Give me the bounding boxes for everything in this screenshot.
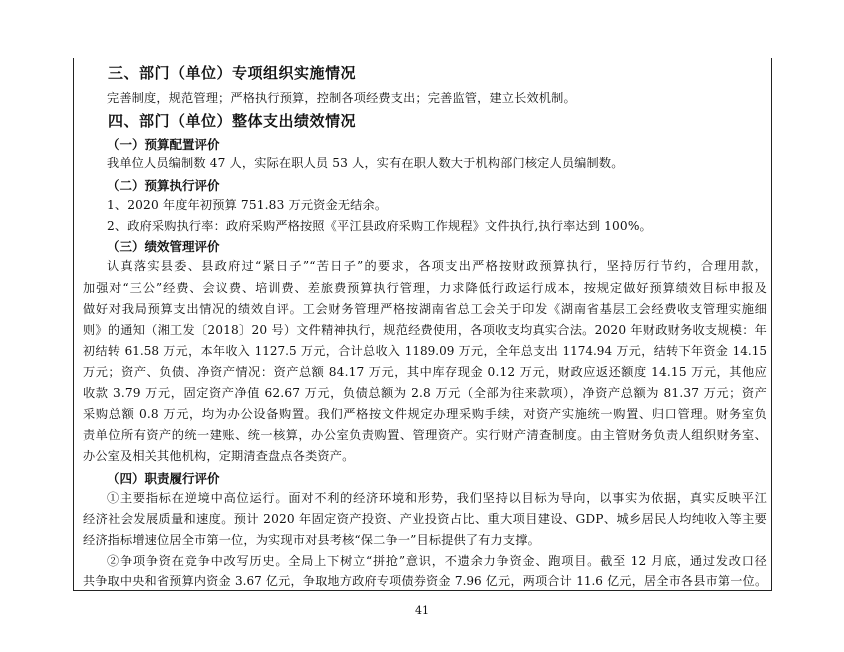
sub4-line: 经济指标增速位居全市第一位，为实现市对县考核“保二争一”目标提供了有力支撑。 bbox=[83, 533, 540, 547]
sub3-line: 责单位所有资产的统一建账、统一核算，办公室负责购置、管理资产。实行财产清查制度。由主管财务负责人组织财务室、 bbox=[83, 428, 767, 442]
sub3-line: 采购总额 0.8 万元，均为办公设备购置。我们严格按文件规定办理采购手续，对资产实施统一购置、归口管理。财务室负 bbox=[83, 407, 767, 421]
sub3-line: 收款 3.79 万元，固定资产净值 62.67 万元，负债总额为 2.8 万元（全部为往来款项），净资产总额为 81.37 万元；资产 bbox=[83, 386, 767, 400]
section-3-heading: 三、部门（单位）专项组织实施情况 bbox=[108, 64, 357, 82]
sub4-line: 共争取中央和省预算内资金 3.67 亿元，争取地方政府专项债券资金 7.96 亿元，两项合计 11.6 亿元，居全市各县市第一位。 bbox=[83, 574, 767, 588]
sub3-line: 办公室及相关其他机构，定期清查盘点各类资产。 bbox=[83, 449, 355, 463]
section-4-heading: 四、部门（单位）整体支出绩效情况 bbox=[108, 112, 357, 130]
page-number: 41 bbox=[415, 604, 429, 617]
sub2-item-2: 2、政府采购执行率：政府采购严格按照《平江县政府采购工作规程》文件执行,执行率达到 100%。 bbox=[107, 219, 652, 233]
sub3-heading: （三）绩效管理评价 bbox=[107, 239, 220, 254]
sub4-line: ①主要指标在逆境中高位运行。面对不利的经济环境和形势，我们坚持以目标为导向，以事实为依据，真实反映平江 bbox=[107, 491, 767, 505]
sub4-line: 经济社会发展质量和速度。预计 2020 年固定资产投资、产业投资占比、重大项目建设、GDP、城乡居民人均纯收入等主要 bbox=[83, 512, 767, 526]
sub2-heading: （二）预算执行评价 bbox=[107, 178, 220, 193]
section-3-text: 完善制度，规范管理；严格执行预算，控制各项经费支出；完善监管，建立长效机制。 bbox=[107, 91, 576, 105]
sub3-line: 初结转 61.58 万元，本年收入 1127.5 万元，合计总收入 1189.09 万元，全年总支出 1174.94 万元，结转下年资金 14.15 bbox=[83, 344, 767, 358]
sub3-line: 做好对我局预算支出情况的绩效自评。工会财务管理严格按湖南省总工会关于印发《湖南省基层工会经费收支管理实施细 bbox=[83, 302, 767, 316]
sub3-line: 则》的通知（湘工发〔2018〕20 号）文件精神执行，规范经费使用，各项收支均真实合法。2020 年财政财务收支规模：年 bbox=[83, 323, 767, 337]
sub2-item-1: 1、2020 年度年初预算 751.83 万元资金无结余。 bbox=[107, 198, 388, 212]
sub3-line: 加强对“三公”经费、会议费、培训费、差旅费预算执行管理，力求降低行政运行成本，按规定做好预算绩效目标申报及 bbox=[83, 281, 767, 295]
sub1-heading: （一）预算配置评价 bbox=[107, 137, 220, 152]
sub3-line: 万元；资产、负债、净资产情况：资产总额 84.17 万元，其中库存现金 0.12 万元，财政应返还额度 14.15 万元，其他应 bbox=[83, 365, 767, 379]
sub3-line: 认真落实县委、县政府过“紧日子”“苦日子”的要求，各项支出严格按财政预算执行，坚持厉行节约，合理用款， bbox=[107, 259, 767, 273]
sub4-heading: （四）职责履行评价 bbox=[107, 471, 220, 486]
sub4-line: ②争项争资在竞争中改写历史。全局上下树立“拼抢”意识，不遗余力争资金、跑项目。截至 12 月底，通过发改口径 bbox=[107, 554, 767, 568]
sub1-text: 我单位人员编制数 47 人，实际在职人员 53 人，实有在职人数大于机构部门核定人员编制数。 bbox=[107, 156, 624, 170]
